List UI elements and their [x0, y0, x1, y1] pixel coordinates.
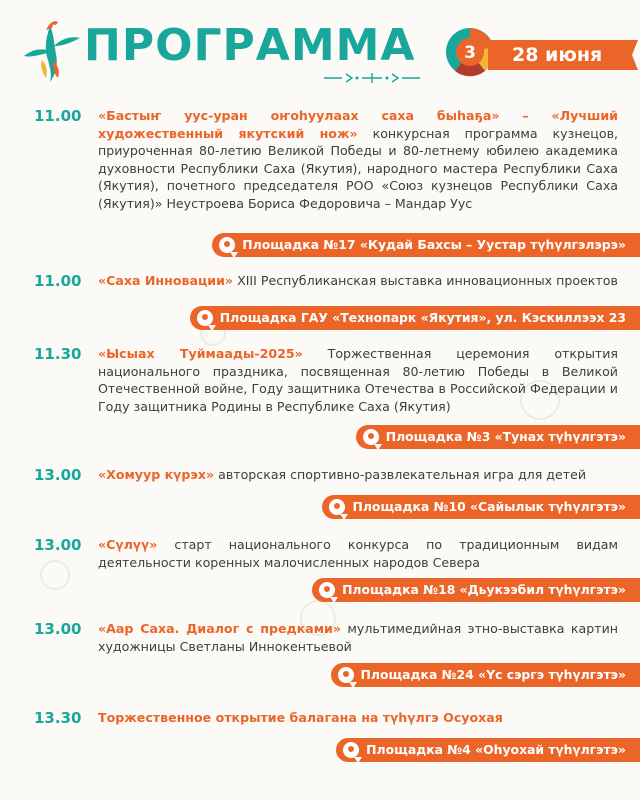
venue-label: [336, 738, 640, 762]
venue-label: [312, 578, 640, 602]
event-text: авторская спортивно-развлекательная игра для детей: [214, 467, 587, 482]
event-time: 11.00: [34, 107, 82, 125]
venue-text: Площадка №3 «Тунах түһүлгэтэ»: [385, 429, 626, 444]
event-description: [98, 709, 618, 727]
page-title: ПРОГРАММА: [84, 20, 416, 71]
venue-text: Площадка №17 «Кудай Бахсы – Уустар түһүлгэлэрэ»: [242, 237, 626, 252]
event-time: 11.30: [34, 345, 82, 363]
ornament-icon: [322, 70, 422, 86]
event-text: Торжественная церемония открытия национального праздника, посвященная 80-летию Победы в Великой Отечественной войне, Году защитника Отечества в Российской Федерации и Году защитника Родины в Республике Саха (Якутия): [98, 346, 618, 414]
venue-text: Площадка ГАУ «Технопарк «Якутия», ул. Кэскиллээх 23: [219, 310, 626, 325]
location-pin-icon: [343, 742, 359, 758]
event-title: «Аар Саха. Диалог с предками»: [98, 621, 341, 636]
venue-text: Площадка №10 «Сайылык түһүлгэтэ»: [352, 499, 626, 514]
background-ornament: [40, 560, 70, 590]
event-description: [98, 536, 618, 571]
venue-label: [331, 663, 640, 687]
event-text: XIII Республиканская выставка инновационных проектов: [233, 273, 618, 288]
venue-label: [322, 495, 640, 519]
bird-logo-icon: [20, 16, 82, 84]
event-description: [98, 466, 618, 484]
event-description: [98, 345, 618, 415]
location-pin-icon: [219, 237, 235, 253]
location-pin-icon: [319, 582, 335, 598]
event-title: «Ысыах Туймаады-2025»: [98, 346, 303, 361]
event-title: «Сүлүү»: [98, 537, 158, 552]
day-badge-icon: [445, 27, 495, 77]
event-time: 13.00: [34, 536, 82, 554]
event-text: конкурсная программа кузнецов, приуроченная 80-летию Великой Победы и 80-летнему юбилею академика духовности Республики Саха (Якутия), народного мастера Республики Саха (Якутия), почетного председателя РОО «Союз кузнецов Республики Саха (Якутия)» Неустроева Бориса Федоровича – Мандар Уус: [98, 125, 618, 211]
event-description: [98, 272, 618, 290]
event-title: «Хомуур күрэх»: [98, 467, 215, 482]
location-pin-icon: [338, 667, 354, 683]
event-title: Торжественное открытие балагана на түһүлгэ Осуохая: [98, 710, 503, 725]
event-text: старт национального конкурса по традиционным видам деятельности коренных малочисленных народов Севера: [98, 537, 618, 570]
event-text: мультимедийная этно-выставка картин художницы Светланы Иннокентьевой: [98, 621, 618, 654]
venue-text: Площадка №4 «Оһуохай түһүлгэтэ»: [366, 742, 626, 757]
venue-text: Площадка №24 «Үс сэргэ түһүлгэтэ»: [360, 667, 626, 682]
day-number: 3: [464, 43, 476, 63]
event-time: 11.00: [34, 272, 82, 290]
event-time: 13.00: [34, 466, 82, 484]
venue-label: [190, 306, 640, 330]
date-label: 28 июня: [512, 44, 603, 66]
event-description: [98, 107, 618, 213]
location-pin-icon: [329, 499, 345, 515]
header: [0, 0, 640, 100]
venue-label: [356, 425, 640, 449]
venue-text: Площадка №18 «Дьукээбил түһүлгэтэ»: [342, 582, 626, 597]
event-time: 13.00: [34, 620, 82, 638]
location-pin-icon: [363, 429, 379, 445]
event-description: [98, 620, 618, 655]
event-time: 13.30: [34, 709, 82, 727]
event-title: «Бастыҥ уус-уран оҥоһуулаах саха быһаҕа» – «Лучший художественный якутский нож»: [98, 108, 618, 141]
venue-label: [212, 233, 640, 257]
event-title: «Саха Инновации»: [98, 273, 234, 288]
location-pin-icon: [197, 310, 213, 326]
